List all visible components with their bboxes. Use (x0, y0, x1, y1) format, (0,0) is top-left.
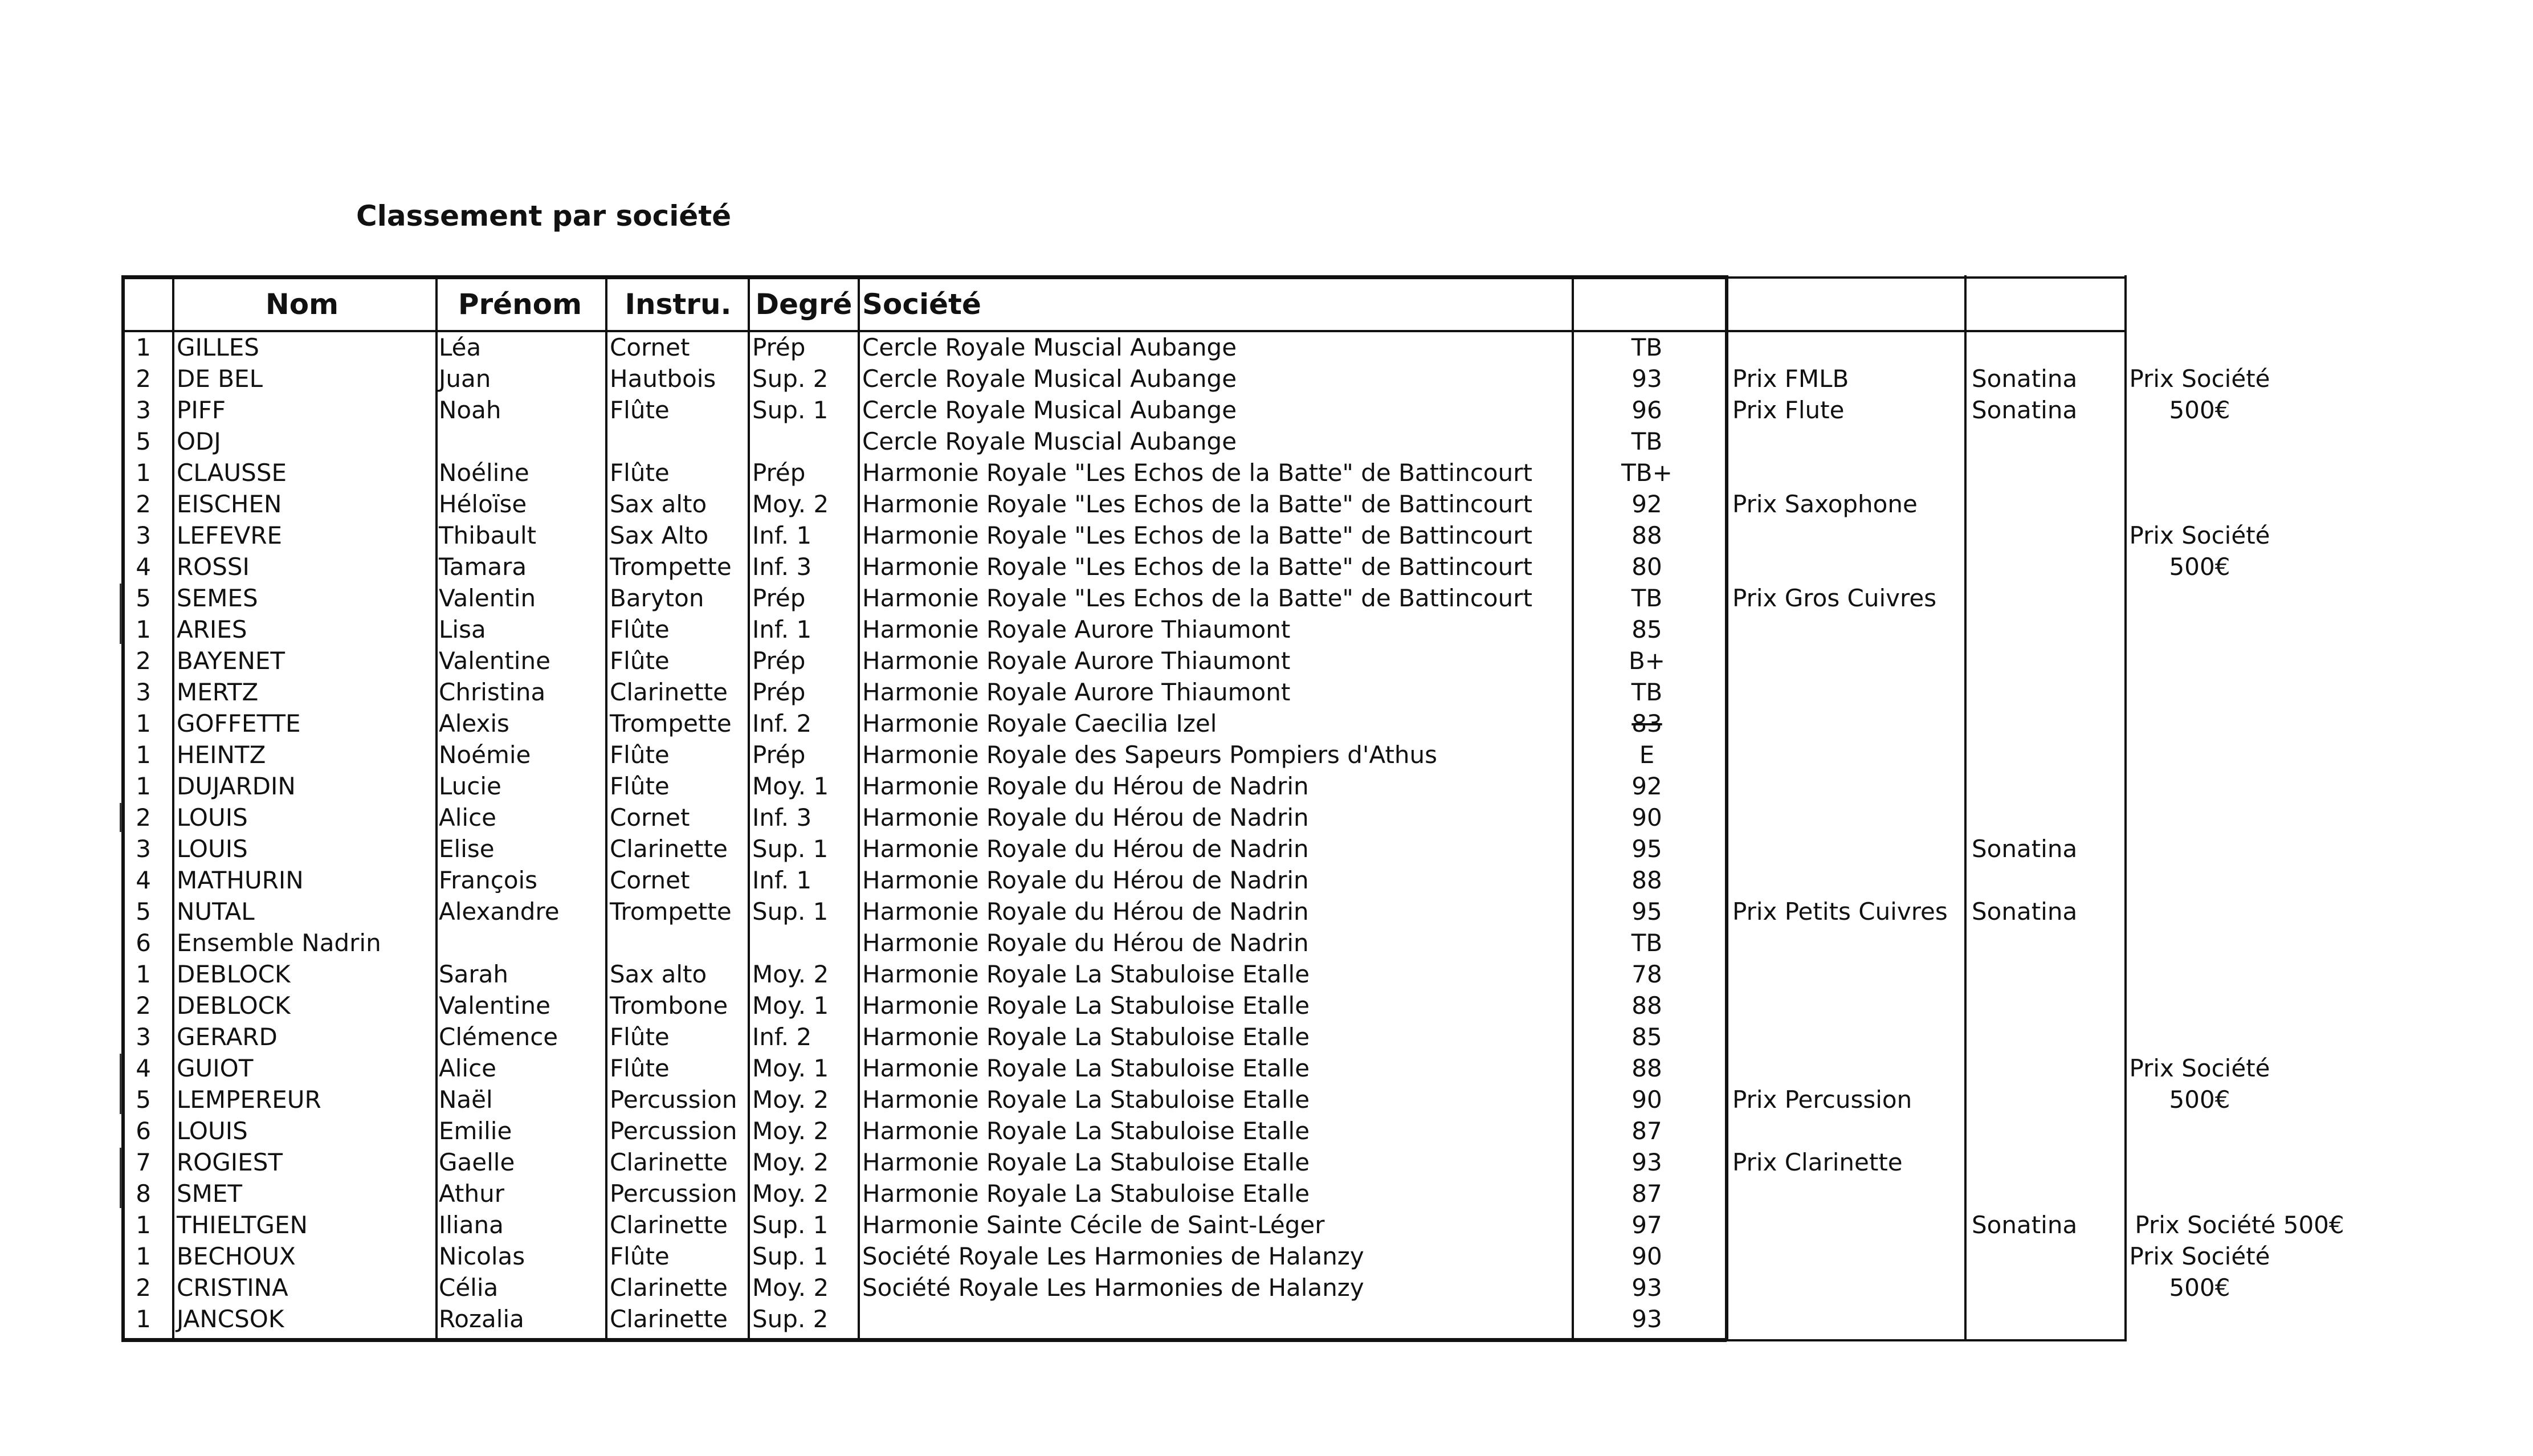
page-title: Classement par société (356, 199, 732, 233)
cell-prenom: Alexis (439, 709, 509, 737)
cell-prix: Prix Petits Cuivres (1732, 898, 1948, 925)
cell-prenom: Naël (439, 1086, 493, 1114)
cell-societe: Harmonie Royale Aurore Thiaumont (862, 678, 1291, 706)
cell-degre: Inf. 1 (752, 521, 812, 549)
cell-note: TB (1631, 427, 1663, 455)
cell-nom: DEBLOCK (177, 960, 291, 988)
cell-nom: SMET (177, 1180, 243, 1208)
cell-prenom: François (439, 866, 538, 894)
prix-societe-label: Prix Société (2129, 1054, 2270, 1082)
cell-rank: 1 (136, 960, 151, 988)
cell-degre: Inf. 1 (752, 866, 812, 894)
cell-societe: Harmonie Royale La Stabuloise Etalle (862, 1148, 1310, 1176)
cell-instrument: Trompette (610, 553, 732, 581)
cell-degre: Inf. 3 (752, 804, 812, 831)
cell-degre: Prép (752, 584, 806, 612)
cell-rank: 2 (136, 1274, 151, 1302)
cell-degre: Moy. 2 (752, 1086, 829, 1114)
cell-instrument: Hautbois (610, 365, 716, 393)
cell-nom: CRISTINA (177, 1274, 288, 1302)
cell-instrument: Trompette (610, 709, 732, 737)
cell-societe: Société Royale Les Harmonies de Halanzy (862, 1242, 1364, 1270)
cell-instrument: Sax alto (610, 960, 707, 988)
cell-instrument: Flûte (610, 1023, 670, 1051)
cell-societe: Harmonie Royale La Stabuloise Etalle (862, 1086, 1310, 1114)
cell-nom: DE BEL (177, 365, 263, 393)
cell-note: 87 (1631, 1180, 1662, 1208)
header-societe: Société (862, 288, 981, 321)
prix-societe-amount: 500€ (2169, 1274, 2230, 1302)
cell-prenom: Elise (439, 835, 495, 863)
prix-societe-amount: 500€ (2169, 396, 2230, 424)
cell-societe: Harmonie Royale La Stabuloise Etalle (862, 992, 1310, 1019)
cell-prenom: Clémence (439, 1023, 558, 1051)
prix-societe-label: Prix Société (2129, 365, 2270, 393)
cell-instrument: Cornet (610, 333, 690, 361)
cell-prenom: Gaelle (439, 1148, 515, 1176)
cell-distinction: Sonatina (1972, 835, 2078, 863)
cell-instrument: Percussion (610, 1117, 737, 1145)
cell-nom: BAYENET (177, 647, 285, 675)
cell-prenom: Léa (439, 333, 482, 361)
cell-nom: ROGIEST (177, 1148, 283, 1176)
cell-nom: SEMES (177, 584, 258, 612)
cell-prix: Prix Gros Cuivres (1732, 584, 1937, 612)
cell-degre: Inf. 3 (752, 553, 812, 581)
cell-degre: Sup. 2 (752, 365, 829, 393)
header-nom: Nom (265, 288, 339, 321)
cell-societe: Harmonie Royale Aurore Thiaumont (862, 615, 1291, 643)
cell-note: 88 (1631, 992, 1662, 1019)
cell-degre: Inf. 1 (752, 615, 812, 643)
cell-degre: Prép (752, 647, 806, 675)
cell-rank: 5 (136, 898, 151, 925)
cell-note: TB (1631, 929, 1663, 957)
cell-distinction: Sonatina (1972, 1211, 2078, 1239)
cell-prix: Prix Percussion (1732, 1086, 1912, 1114)
table-bottom-border (121, 1338, 1727, 1342)
cell-rank: 2 (136, 804, 151, 831)
cell-societe: Harmonie Sainte Cécile de Saint-Léger (862, 1211, 1325, 1239)
cell-rank: 4 (136, 866, 151, 894)
cell-note: 90 (1631, 1086, 1662, 1114)
cell-societe: Harmonie Royale du Hérou de Nadrin (862, 866, 1309, 894)
cell-societe: Harmonie Royale Caecilia Izel (862, 709, 1217, 737)
cell-degre: Inf. 2 (752, 1023, 812, 1051)
cell-rank: 3 (136, 1023, 151, 1051)
cell-rank: 1 (136, 741, 151, 769)
cell-rank: 3 (136, 396, 151, 424)
cell-societe: Harmonie Royale La Stabuloise Etalle (862, 1117, 1310, 1145)
cell-prix: Prix FMLB (1732, 365, 1849, 393)
cell-instrument: Cornet (610, 866, 690, 894)
cell-instrument: Flûte (610, 459, 670, 487)
cell-rank: 3 (136, 521, 151, 549)
cell-instrument: Clarinette (610, 678, 728, 706)
cell-degre: Prép (752, 459, 806, 487)
cell-rank: 1 (136, 615, 151, 643)
cell-rank: 1 (136, 1305, 151, 1333)
column-divider (605, 275, 607, 1341)
cell-prenom: Noah (439, 396, 501, 424)
cell-degre: Sup. 1 (752, 1242, 829, 1270)
cell-degre: Prép (752, 741, 806, 769)
cell-nom: THIELTGEN (177, 1211, 308, 1239)
margin-tick (120, 803, 122, 832)
cell-societe: Harmonie Royale La Stabuloise Etalle (862, 1054, 1310, 1082)
cell-degre: Moy. 1 (752, 992, 829, 1019)
cell-note: 85 (1631, 615, 1662, 643)
cell-societe: Harmonie Royale Aurore Thiaumont (862, 647, 1291, 675)
cell-societe: Harmonie Royale "Les Echos de la Batte" de Battincourt (862, 459, 1532, 487)
cell-prenom: Christina (439, 678, 546, 706)
cell-rank: 5 (136, 427, 151, 455)
cell-note: 92 (1631, 772, 1662, 800)
cell-rank: 1 (136, 709, 151, 737)
cell-instrument: Flûte (610, 615, 670, 643)
cell-societe: Harmonie Royale La Stabuloise Etalle (862, 1023, 1310, 1051)
cell-prenom: Iliana (439, 1211, 504, 1239)
cell-nom: GERARD (177, 1023, 278, 1051)
cell-degre: Sup. 1 (752, 898, 829, 925)
cell-instrument: Baryton (610, 584, 704, 612)
cell-nom: GILLES (177, 333, 259, 361)
cell-rank: 1 (136, 1211, 151, 1239)
cell-degre: Prép (752, 678, 806, 706)
cell-societe: Harmonie Royale "Les Echos de la Batte" de Battincourt (862, 521, 1532, 549)
cell-degre: Moy. 2 (752, 1274, 829, 1302)
cell-prenom: Thibault (439, 521, 537, 549)
cell-prenom: Noéline (439, 459, 529, 487)
cell-prix: Prix Flute (1732, 396, 1845, 424)
cell-rank: 7 (136, 1148, 151, 1176)
cell-rank: 1 (136, 333, 151, 361)
column-divider (435, 275, 438, 1341)
cell-societe: Cercle Royale Musical Aubange (862, 396, 1237, 424)
cell-societe: Cercle Royale Muscial Aubange (862, 427, 1237, 455)
column-divider (1572, 275, 1574, 1341)
cell-prenom: Nicolas (439, 1242, 525, 1270)
extra-top-border (1727, 276, 2126, 279)
column-divider (858, 275, 860, 1341)
cell-nom: ARIES (177, 615, 247, 643)
cell-societe: Harmonie Royale "Les Echos de la Batte" de Battincourt (862, 584, 1532, 612)
cell-rank: 2 (136, 365, 151, 393)
cell-rank: 2 (136, 647, 151, 675)
margin-tick (120, 1054, 122, 1114)
cell-societe: Harmonie Royale La Stabuloise Etalle (862, 960, 1310, 988)
cell-instrument: Sax Alto (610, 521, 709, 549)
cell-degre: Moy. 1 (752, 772, 829, 800)
cell-societe: Harmonie Royale "Les Echos de la Batte" de Battincourt (862, 490, 1532, 518)
cell-societe: Harmonie Royale du Hérou de Nadrin (862, 929, 1309, 957)
cell-rank: 2 (136, 490, 151, 518)
cell-note: 88 (1631, 521, 1662, 549)
cell-rank: 1 (136, 1242, 151, 1270)
cell-note: 88 (1631, 1054, 1662, 1082)
cell-note: 90 (1631, 1242, 1662, 1270)
cell-rank: 5 (136, 584, 151, 612)
cell-instrument: Clarinette (610, 1211, 728, 1239)
cell-rank: 3 (136, 678, 151, 706)
cell-nom: MATHURIN (177, 866, 304, 894)
cell-rank: 4 (136, 1054, 151, 1082)
column-divider (748, 275, 750, 1341)
cell-nom: JANCSOK (177, 1305, 284, 1333)
cell-nom: PIFF (177, 396, 226, 424)
cell-nom: LOUIS (177, 804, 248, 831)
cell-societe: Cercle Royale Musical Aubange (862, 365, 1237, 393)
cell-instrument: Percussion (610, 1086, 737, 1114)
cell-nom: LOUIS (177, 1117, 248, 1145)
cell-distinction: Sonatina (1972, 898, 2078, 925)
cell-prenom: Juan (439, 365, 491, 393)
cell-instrument: Flûte (610, 1054, 670, 1082)
cell-instrument: Sax alto (610, 490, 707, 518)
cell-instrument: Clarinette (610, 835, 728, 863)
cell-instrument: Flûte (610, 1242, 670, 1270)
cell-note: TB+ (1621, 459, 1673, 487)
extra-bottom-border (1727, 1339, 2126, 1341)
cell-note: 93 (1631, 1305, 1662, 1333)
margin-tick (120, 584, 122, 644)
cell-note: TB (1631, 678, 1663, 706)
cell-prix: Prix Clarinette (1732, 1148, 1903, 1176)
cell-rank: 2 (136, 992, 151, 1019)
cell-societe: Harmonie Royale des Sapeurs Pompiers d'Athus (862, 741, 1438, 769)
cell-societe: Harmonie Royale La Stabuloise Etalle (862, 1180, 1310, 1208)
cell-instrument: Percussion (610, 1180, 737, 1208)
cell-nom: BECHOUX (177, 1242, 296, 1270)
cell-note: 93 (1631, 365, 1662, 393)
cell-nom: DEBLOCK (177, 992, 291, 1019)
prix-societe-amount: 500€ (2169, 1086, 2230, 1114)
cell-nom: GOFFETTE (177, 709, 301, 737)
cell-prenom: Héloïse (439, 490, 527, 518)
cell-note: 80 (1631, 553, 1662, 581)
cell-nom: NUTAL (177, 898, 255, 925)
cell-note: 97 (1631, 1211, 1662, 1239)
cell-nom: LEFEVRE (177, 521, 283, 549)
cell-note: 93 (1631, 1148, 1662, 1176)
prix-societe-label: Prix Société 500€ (2135, 1211, 2344, 1239)
cell-prenom: Tamara (439, 553, 527, 581)
cell-prenom: Athur (439, 1180, 504, 1208)
cell-prenom: Valentin (439, 584, 536, 612)
cell-instrument: Trombone (610, 992, 728, 1019)
cell-nom: DUJARDIN (177, 772, 296, 800)
cell-note: 93 (1631, 1274, 1662, 1302)
cell-nom: ROSSI (177, 553, 250, 581)
cell-degre: Moy. 2 (752, 960, 829, 988)
cell-distinction: Sonatina (1972, 396, 2078, 424)
cell-distinction: Sonatina (1972, 365, 2078, 393)
cell-rank: 4 (136, 553, 151, 581)
cell-degre: Moy. 2 (752, 1180, 829, 1208)
cell-prenom: Valentine (439, 992, 550, 1019)
cell-note: TB (1631, 584, 1663, 612)
cell-note: B+ (1628, 647, 1665, 675)
cell-societe: Harmonie Royale du Hérou de Nadrin (862, 772, 1309, 800)
cell-degre: Moy. 2 (752, 1117, 829, 1145)
cell-degre: Moy. 2 (752, 490, 829, 518)
column-divider (1725, 275, 1728, 1341)
cell-nom: MERTZ (177, 678, 259, 706)
cell-instrument: Flûte (610, 772, 670, 800)
cell-degre: Sup. 1 (752, 396, 829, 424)
cell-degre: Moy. 1 (752, 1054, 829, 1082)
header-degre: Degré (755, 288, 853, 321)
cell-degre: Moy. 2 (752, 1148, 829, 1176)
cell-prenom: Célia (439, 1274, 499, 1302)
cell-degre: Sup. 1 (752, 1211, 829, 1239)
cell-nom: EISCHEN (177, 490, 282, 518)
cell-nom: HEINTZ (177, 741, 266, 769)
cell-rank: 5 (136, 1086, 151, 1114)
cell-nom: ODJ (177, 427, 221, 455)
cell-prenom: Alice (439, 804, 497, 831)
cell-nom: LOUIS (177, 835, 248, 863)
cell-societe: Harmonie Royale "Les Echos de la Batte" de Battincourt (862, 553, 1532, 581)
prix-societe-label: Prix Société (2129, 1242, 2270, 1270)
prix-societe-amount: 500€ (2169, 553, 2230, 581)
cell-note: 87 (1631, 1117, 1662, 1145)
cell-note: E (1639, 741, 1655, 769)
cell-note: 88 (1631, 866, 1662, 894)
cell-societe: Harmonie Royale du Hérou de Nadrin (862, 835, 1309, 863)
cell-prenom: Valentine (439, 647, 550, 675)
cell-rank: 1 (136, 459, 151, 487)
cell-note: 95 (1631, 835, 1662, 863)
cell-instrument: Clarinette (610, 1148, 728, 1176)
column-divider (172, 275, 174, 1341)
cell-instrument: Flûte (610, 647, 670, 675)
header-prenom: Prénom (458, 288, 582, 321)
cell-rank: 3 (136, 835, 151, 863)
cell-prenom: Rozalia (439, 1305, 524, 1333)
margin-tick (120, 1148, 122, 1208)
cell-degre: Sup. 1 (752, 835, 829, 863)
cell-degre: Sup. 2 (752, 1305, 829, 1333)
cell-nom: CLAUSSE (177, 459, 287, 487)
cell-note: 90 (1631, 804, 1662, 831)
prix-societe-label: Prix Société (2129, 521, 2270, 549)
cell-rank: 6 (136, 929, 151, 957)
cell-societe: Harmonie Royale du Hérou de Nadrin (862, 898, 1309, 925)
cell-nom: Ensemble Nadrin (177, 929, 381, 957)
cell-nom: GUIOT (177, 1054, 254, 1082)
column-divider (2124, 275, 2127, 1341)
cell-societe: Société Royale Les Harmonies de Halanzy (862, 1274, 1364, 1302)
cell-instrument: Flûte (610, 396, 670, 424)
cell-societe: Cercle Royale Muscial Aubange (862, 333, 1237, 361)
cell-rank: 6 (136, 1117, 151, 1145)
cell-rank: 8 (136, 1180, 151, 1208)
cell-degre: Prép (752, 333, 806, 361)
cell-rank: 1 (136, 772, 151, 800)
cell-prenom: Alexandre (439, 898, 560, 925)
cell-instrument: Cornet (610, 804, 690, 831)
cell-note: 83 (1631, 709, 1662, 737)
cell-note: TB (1631, 333, 1663, 361)
cell-instrument: Flûte (610, 741, 670, 769)
cell-prenom: Lisa (439, 615, 486, 643)
cell-nom: LEMPEREUR (177, 1086, 321, 1114)
header-instrument: Instru. (625, 288, 732, 321)
cell-prenom: Sarah (439, 960, 509, 988)
cell-note: 92 (1631, 490, 1662, 518)
cell-instrument: Clarinette (610, 1305, 728, 1333)
cell-prenom: Emilie (439, 1117, 512, 1145)
cell-note: 96 (1631, 396, 1662, 424)
cell-prix: Prix Saxophone (1732, 490, 1918, 518)
cell-prenom: Lucie (439, 772, 501, 800)
cell-note: 85 (1631, 1023, 1662, 1051)
cell-societe: Harmonie Royale du Hérou de Nadrin (862, 804, 1309, 831)
cell-note: 95 (1631, 898, 1662, 925)
cell-prenom: Noémie (439, 741, 531, 769)
cell-prenom: Alice (439, 1054, 497, 1082)
cell-instrument: Clarinette (610, 1274, 728, 1302)
cell-note: 78 (1631, 960, 1662, 988)
cell-degre: Inf. 2 (752, 709, 812, 737)
cell-instrument: Trompette (610, 898, 732, 925)
column-divider (1964, 275, 1967, 1341)
